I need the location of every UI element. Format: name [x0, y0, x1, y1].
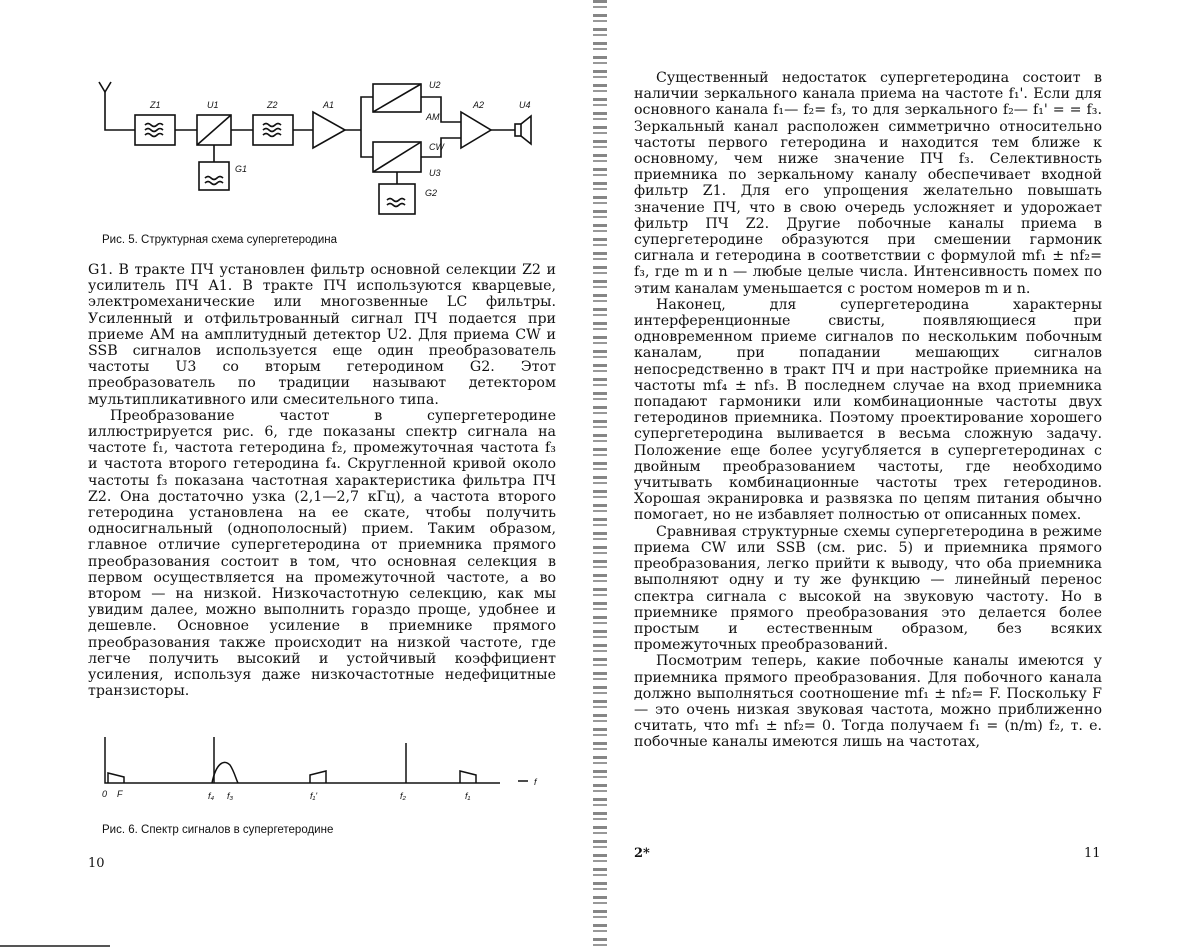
paragraph: Существенный недостаток супергетеродина состоит в наличии зеркального канала приема на частоте f₁'. Если для основного канала f₁— f₂= f₃, то для зеркального f₂— f₁' = = f₃. Зеркальный канал расположен симметрично относительно частоты первого гетеродина и находится тем ближе к основному, чем ниже значение ПЧ f₃. Селективность приемника по зеркальному каналу обеспечивает входной фильтр Z1. Для его упрощения желательно повышать значение ПЧ, что в свою очередь усложняет и удорожает фильтр ПЧ Z2. Другие побочные каналы приема в супергетеродине образуются при смешении гармоник сигнала и гетеродина в соответствии с формулой mf₁ ± nf₂= f₃, где m и n — любые целые числа. Интенсивность помех по этим каналам уменьшается с ростом номеров m и n. — [634, 70, 1102, 297]
svg-text:f₁': f₁' — [310, 791, 318, 801]
svg-text:f₂: f₂ — [400, 791, 406, 801]
paragraph: G1. В тракте ПЧ установлен фильтр основной селекции Z2 и усилитель ПЧ A1. В тракте ПЧ используются кварцевые, электромеханические или многозвенные LC фильтры. Усиленный и отфильтрованный сигнал ПЧ подается при приеме АМ на амплитудный детектор U2. Для приема CW и SSB сигналов используется еще один преобразователь частоты U3 со вторым гетеродином G2. Этот преобразователь по традиции называют детектором мультипликативного или смесительного типа. — [88, 262, 556, 408]
svg-text:AM: AM — [426, 112, 440, 122]
svg-text:U4: U4 — [519, 100, 531, 110]
paragraph: Наконец, для супергетеродина характерны интерференционные свисты, появляющиеся при одновременном приеме сигналов по нескольким побочным каналам, при попадании мешающих сигналов непосредственно в тракт ПЧ и при настройке приемника на частоты mf₄ ± nf₃. В последнем случае на вход приемника попадают гармоники или комбинационные частоты двух гетеродинов приемника. Поэтому проектирование хорошего супергетеродина выливается в весьма сложную задачу. Положение еще более усугубляется в супергетеродинах с двойным преобразованием частоты, где необходимо учитывать комбинационные частоты трех гетеродинов. Хорошая экранировка и развязка по цепям питания обычно помогает, но не избавляет полностью от описанных помех. — [634, 296, 1102, 524]
spectrum-figure — [100, 735, 550, 810]
right-text-column — [634, 70, 1102, 751]
left-page — [0, 0, 596, 947]
svg-text:Z1: Z1 — [150, 100, 161, 110]
svg-text:CW: CW — [429, 142, 444, 152]
svg-text:U1: U1 — [207, 100, 219, 110]
svg-text:f₁: f₁ — [465, 791, 471, 801]
paragraph: Сравнивая структурные схемы супергетеродина в режиме приема CW или SSB (см. рис. 5) и приемника прямого преобразования, легко прийти к выводу, что оба приемника выполняют одну и ту же функцию — линейный перенос спектра сигнала с высокой на звуковую частоту. Но в приемнике прямого преобразования это делается более простым и естественным образом, без всяких промежуточных преобразований. — [634, 523, 1102, 654]
right-page — [600, 0, 1200, 947]
figure-5-caption: Рис. 5. Структурная схема супергетеродина — [102, 234, 338, 246]
left-text-column — [88, 262, 556, 699]
svg-text:0: 0 — [102, 789, 108, 799]
svg-text:A2: A2 — [473, 100, 485, 110]
svg-text:Z2: Z2 — [267, 100, 278, 110]
svg-text:G2: G2 — [425, 188, 438, 198]
paragraph: Преобразование частот в супергетеродине иллюстрируется рис. 6, где показаны спектр сигнала на частоте f₁, частота гетеродина f₂, промежуточная частота f₃ и частота второго гетеродина f₄. Скругленной кривой около частоты f₃ показана частотная характеристика фильтра ПЧ Z2. Она достаточно узка (2,1—2,7 кГц), а частота второго гетеродина установлена на ее скате, чтобы получить односигнальный (однополосный) прием. Таким образом, главное отличие супергетеродина от приемника прямого преобразования состоит в том, что основная селекция в первом осуществляется на промежуточной частоте, а во втором — на низкой. Низкочастотную селекцию, как мы увидим далее, можно выполнить гораздо проще, удобнее и дешевле. Основное усиление в приемнике прямого преобразования также происходит на низкой частоте, где легче получить высокий и устойчивый коэффициент усиления, используя даже низкочастотные недефицитные транзисторы. — [88, 407, 556, 700]
paragraph: Посмотрим теперь, какие побочные каналы имеются у приемника прямого преобразования. Для побочного канала должно выполняться соотношение mf₁ ± nf₂= F. Поскольку F — это очень низкая звуковая частота, можно приближенно считать, что mf₁ ± nf₂= 0. Тогда получаем f₁ = (n/m) f₂, т. е. побочные каналы имеются лишь на частотах, — [634, 653, 1102, 751]
signature-mark: 2* — [634, 846, 650, 861]
svg-text:f: f — [534, 777, 537, 787]
svg-text:f₃: f₃ — [227, 791, 234, 801]
page-number: 10 — [88, 856, 105, 871]
svg-text:F: F — [117, 789, 123, 799]
svg-text:G1: G1 — [235, 164, 248, 174]
svg-text:A1: A1 — [323, 100, 335, 110]
svg-text:U3: U3 — [429, 168, 441, 178]
figure-6-caption: Рис. 6. Спектр сигналов в супергетеродине — [102, 824, 334, 836]
svg-text:U2: U2 — [429, 80, 441, 90]
svg-text:f₄: f₄ — [208, 791, 215, 801]
block-diagram-figure — [95, 72, 555, 222]
page-number: 11 — [1084, 846, 1101, 861]
